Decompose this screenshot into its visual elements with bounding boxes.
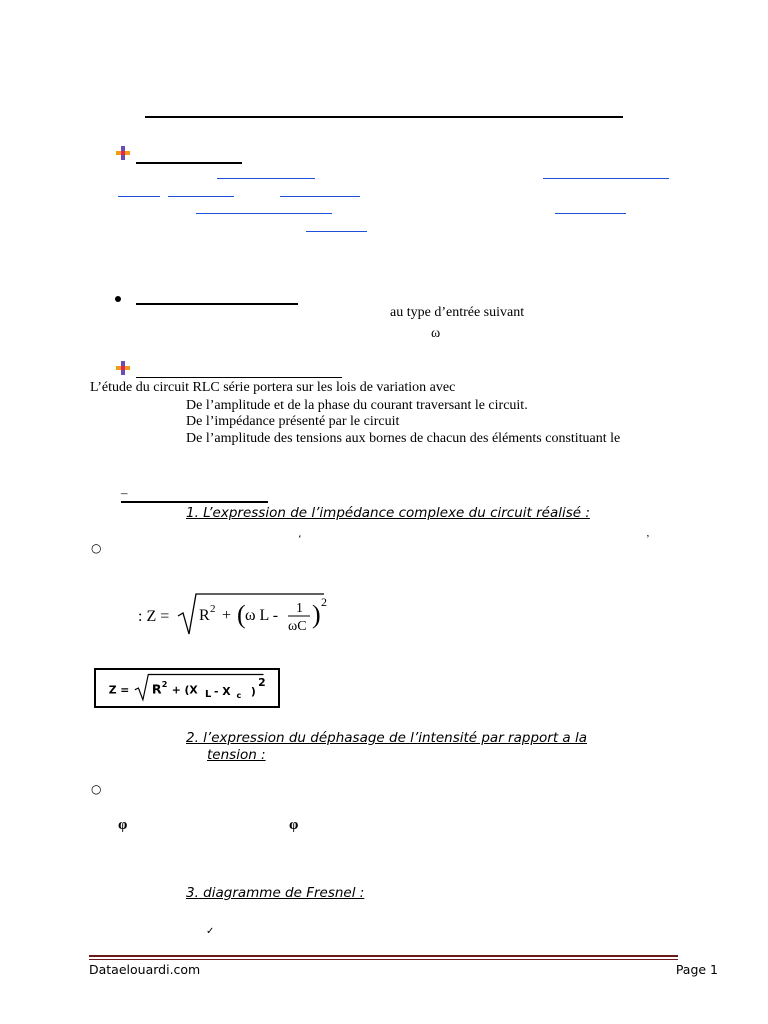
formula2-plus-x: + (X [171, 683, 198, 697]
formula-prefix: : Z = [138, 608, 170, 625]
title-underline [145, 116, 623, 118]
formula-omega-l: ω L - [245, 607, 279, 624]
heading-blank-2 [136, 303, 298, 305]
impedance-formula-boxed [94, 668, 280, 708]
formula-close-paren: ) [312, 600, 321, 629]
input-type-text: au type d’entrée suivant [390, 305, 525, 320]
link-blank[interactable] [168, 196, 234, 197]
quote-close: ’ [646, 533, 650, 545]
study-item: De l’amplitude des tensions aux bornes de chacun des éléments constituant le [186, 431, 621, 446]
round-bullet-icon [115, 296, 121, 302]
formula2-c: c [236, 689, 242, 700]
phi-symbol: φ [289, 817, 299, 833]
heading-blank-1 [136, 162, 242, 164]
formula-r: R [199, 607, 210, 624]
formula-r-squared: 2 [210, 603, 216, 615]
footer-site[interactable]: Dataelouardi.com [89, 962, 201, 977]
formula2-r-squared: 2 [161, 679, 168, 690]
link-blank[interactable] [196, 213, 332, 214]
impedance-formula [138, 590, 338, 640]
formula-denominator: ωC [288, 619, 307, 634]
heading-blank-3 [136, 377, 342, 378]
phi-symbol: φ [118, 817, 128, 833]
study-item: De l’impédance présenté par le circuit [186, 414, 400, 429]
bullet-cross-icon [116, 146, 130, 160]
circle-bullet-icon: ○ [91, 782, 102, 796]
formula-plus: + [222, 607, 232, 624]
formula2-l: L [205, 689, 212, 700]
formula2-close: ) [250, 685, 256, 699]
formula-open-paren: ( [237, 600, 246, 629]
section-heading-impedance: 1. L’expression de l’impédance complexe du circuit réalisé : [186, 505, 590, 521]
section-heading-phase-cont: tension : [207, 747, 266, 763]
quote-open: ‘ [298, 533, 302, 545]
formula2-minus-x: - X [214, 685, 231, 699]
section-heading-fresnel: 3. diagramme de Fresnel : [186, 885, 365, 901]
link-blank[interactable] [217, 178, 315, 179]
study-intro: L’étude du circuit RLC série portera sur les lois de variation avec [90, 380, 456, 395]
omega-symbol: ω [431, 326, 441, 341]
footer-page-number: Page 1 [675, 962, 718, 977]
section-heading-phase: 2. l’expression du déphasage de l’intensité par rapport a la [186, 730, 587, 746]
dash-marker: – [121, 485, 128, 500]
footer-rule [89, 955, 678, 957]
formula2-outer-squared: 2 [258, 676, 266, 690]
formula-numerator: 1 [296, 601, 303, 616]
link-blank[interactable] [280, 196, 360, 197]
study-item: De l’amplitude et de la phase du courant traversant le circuit. [186, 398, 528, 413]
link-blank[interactable] [306, 231, 367, 232]
formula-outer-squared: 2 [321, 595, 327, 609]
bullet-cross-icon [116, 361, 130, 375]
link-blank[interactable] [118, 196, 160, 197]
link-blank[interactable] [543, 178, 669, 179]
check-icon: ✓ [206, 926, 215, 937]
heading-blank-4 [121, 501, 268, 503]
formula2-z: Z = [108, 683, 130, 697]
formula2-r: R [151, 681, 162, 697]
footer-rule-thin [89, 959, 678, 960]
link-blank[interactable] [555, 213, 626, 214]
circle-bullet-icon: ○ [91, 541, 102, 555]
